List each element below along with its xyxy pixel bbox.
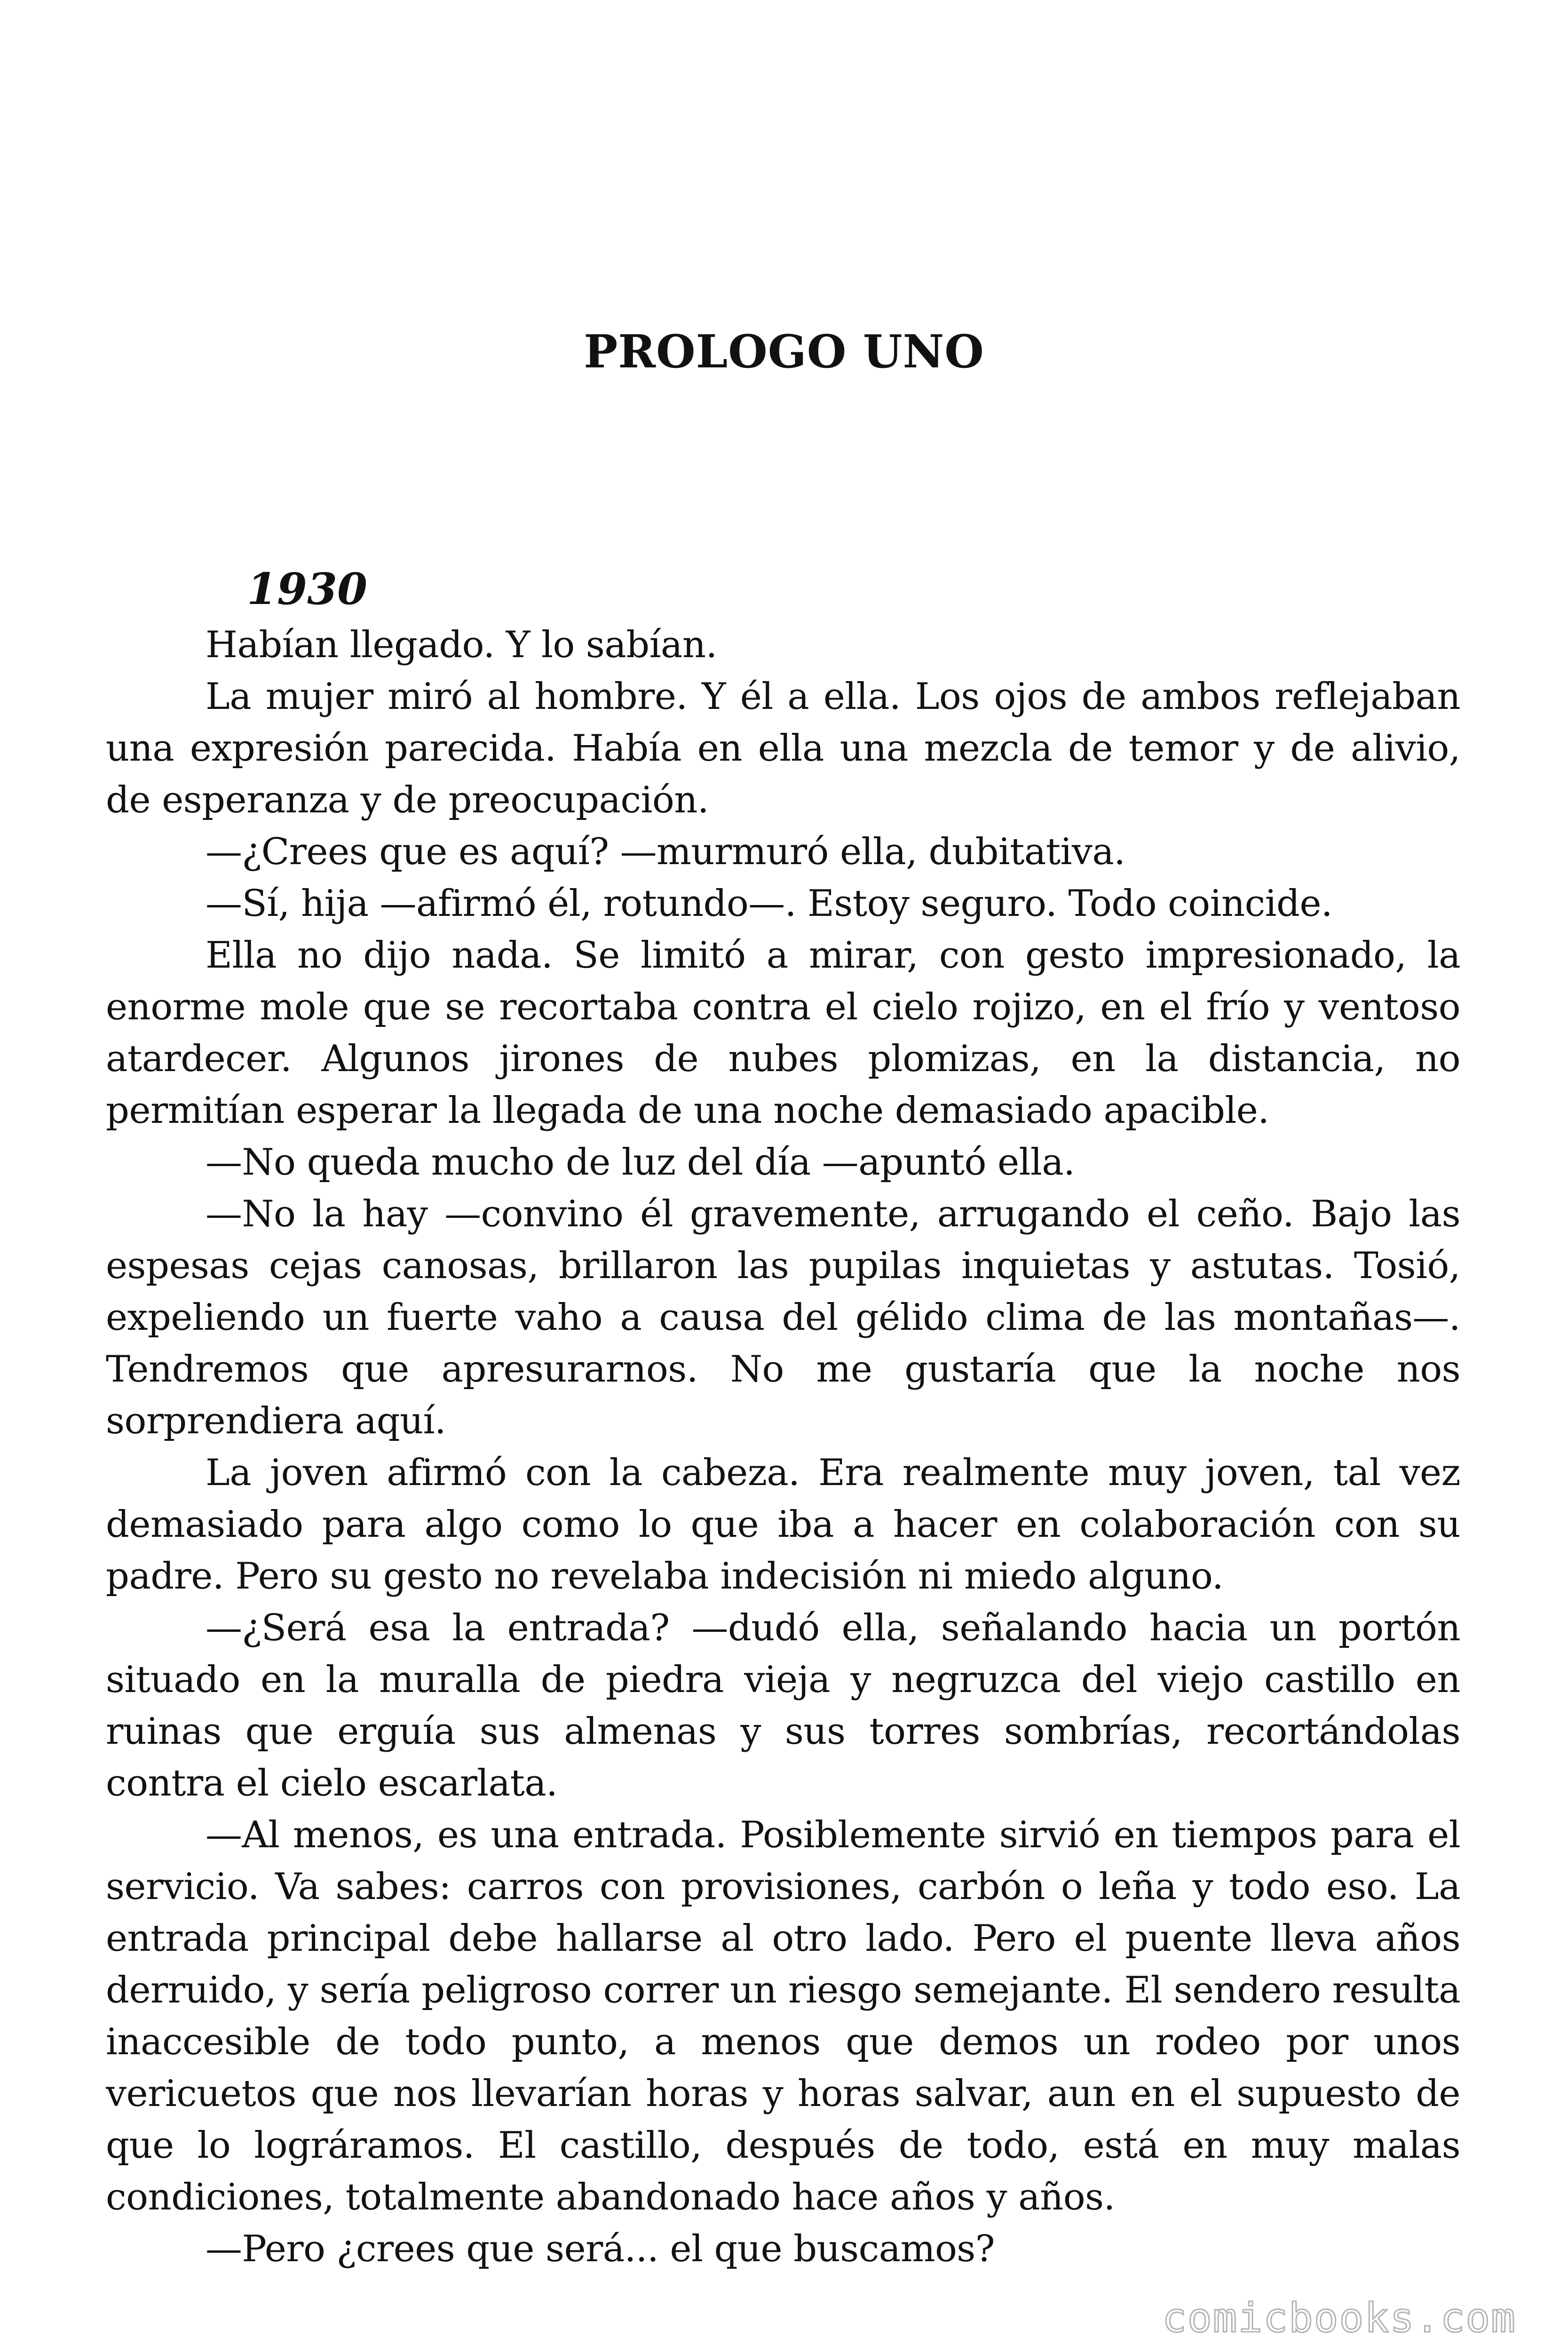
paragraph: Habían llegado. Y lo sabían.	[206, 624, 717, 666]
paragraph: —Al menos, es una entrada. Posiblemente sirvió en tiempos para el servicio. Va sabes: carros con provisiones, carbón o leña y todo eso. La entrada principal debe hallarse al otro lado. Pero el puente lleva años derruido, y sería peligroso correr un riesgo semejante. El sendero resulta inaccesible de todo punto, a menos que demos un rodeo por unos vericuetos que nos llevarían horas y horas salvar, aun en el supuesto de que lo lográramos. El castillo, después de todo, está en muy malas condiciones, totalmente abandonado hace años y años.	[106, 1814, 1460, 2218]
body-text	[106, 619, 1460, 2275]
paragraph: —¿Será esa la entrada? —dudó ella, señalando hacia un portón situado en la muralla de piedra vieja y negruzca del viejo castillo en ruinas que erguía sus almenas y sus torres sombrías, recortándolas contra el cielo escarlata.	[106, 1607, 1460, 1804]
paragraph: —Pero ¿crees que será... el que buscamos?	[206, 2228, 995, 2270]
paragraph: La joven afirmó con la cabeza. Era realmente muy joven, tal vez demasiado para algo como lo que iba a hacer en colaboración con su padre. Pero su gesto no revelaba indecisión ni miedo alguno.	[106, 1452, 1460, 1597]
paragraph: Ella no dijo nada. Se limitó a mirar, con gesto impresionado, la enorme mole que se recortaba contra el cielo rojizo, en el frío y ventoso atardecer. Algunos jirones de nubes plomizas, en la distancia, no permitían esperar la llegada de una noche demasiado apacible.	[106, 934, 1460, 1132]
section-year: 1930	[247, 564, 368, 614]
chapter-title: PROLOGO UNO	[584, 325, 984, 378]
watermark: comicbooks.com	[1162, 2295, 1516, 2342]
paragraph: —No queda mucho de luz del día —apuntó ella.	[206, 1141, 1075, 1184]
paragraph: La mujer miró al hombre. Y él a ella. Los ojos de ambos reflejaban una expresión parecida. Había en ella una mezcla de temor y de alivio, de esperanza y de preocupación.	[106, 675, 1460, 821]
paragraph: —No la hay —convino él gravemente, arrugando el ceño. Bajo las espesas cejas canosas, brillaron las pupilas inquietas y astutas. Tosió, expeliendo un fuerte vaho a causa del gélido clima de las montañas—. Tendremos que apresurarnos. No me gustaría que la noche nos sorprendiera aquí.	[106, 1193, 1460, 1442]
paragraph: —Sí, hija —afirmó él, rotundo—. Estoy seguro. Todo coincide.	[206, 882, 1333, 925]
paragraph: —¿Crees que es aquí? —murmuró ella, dubitativa.	[206, 831, 1125, 873]
